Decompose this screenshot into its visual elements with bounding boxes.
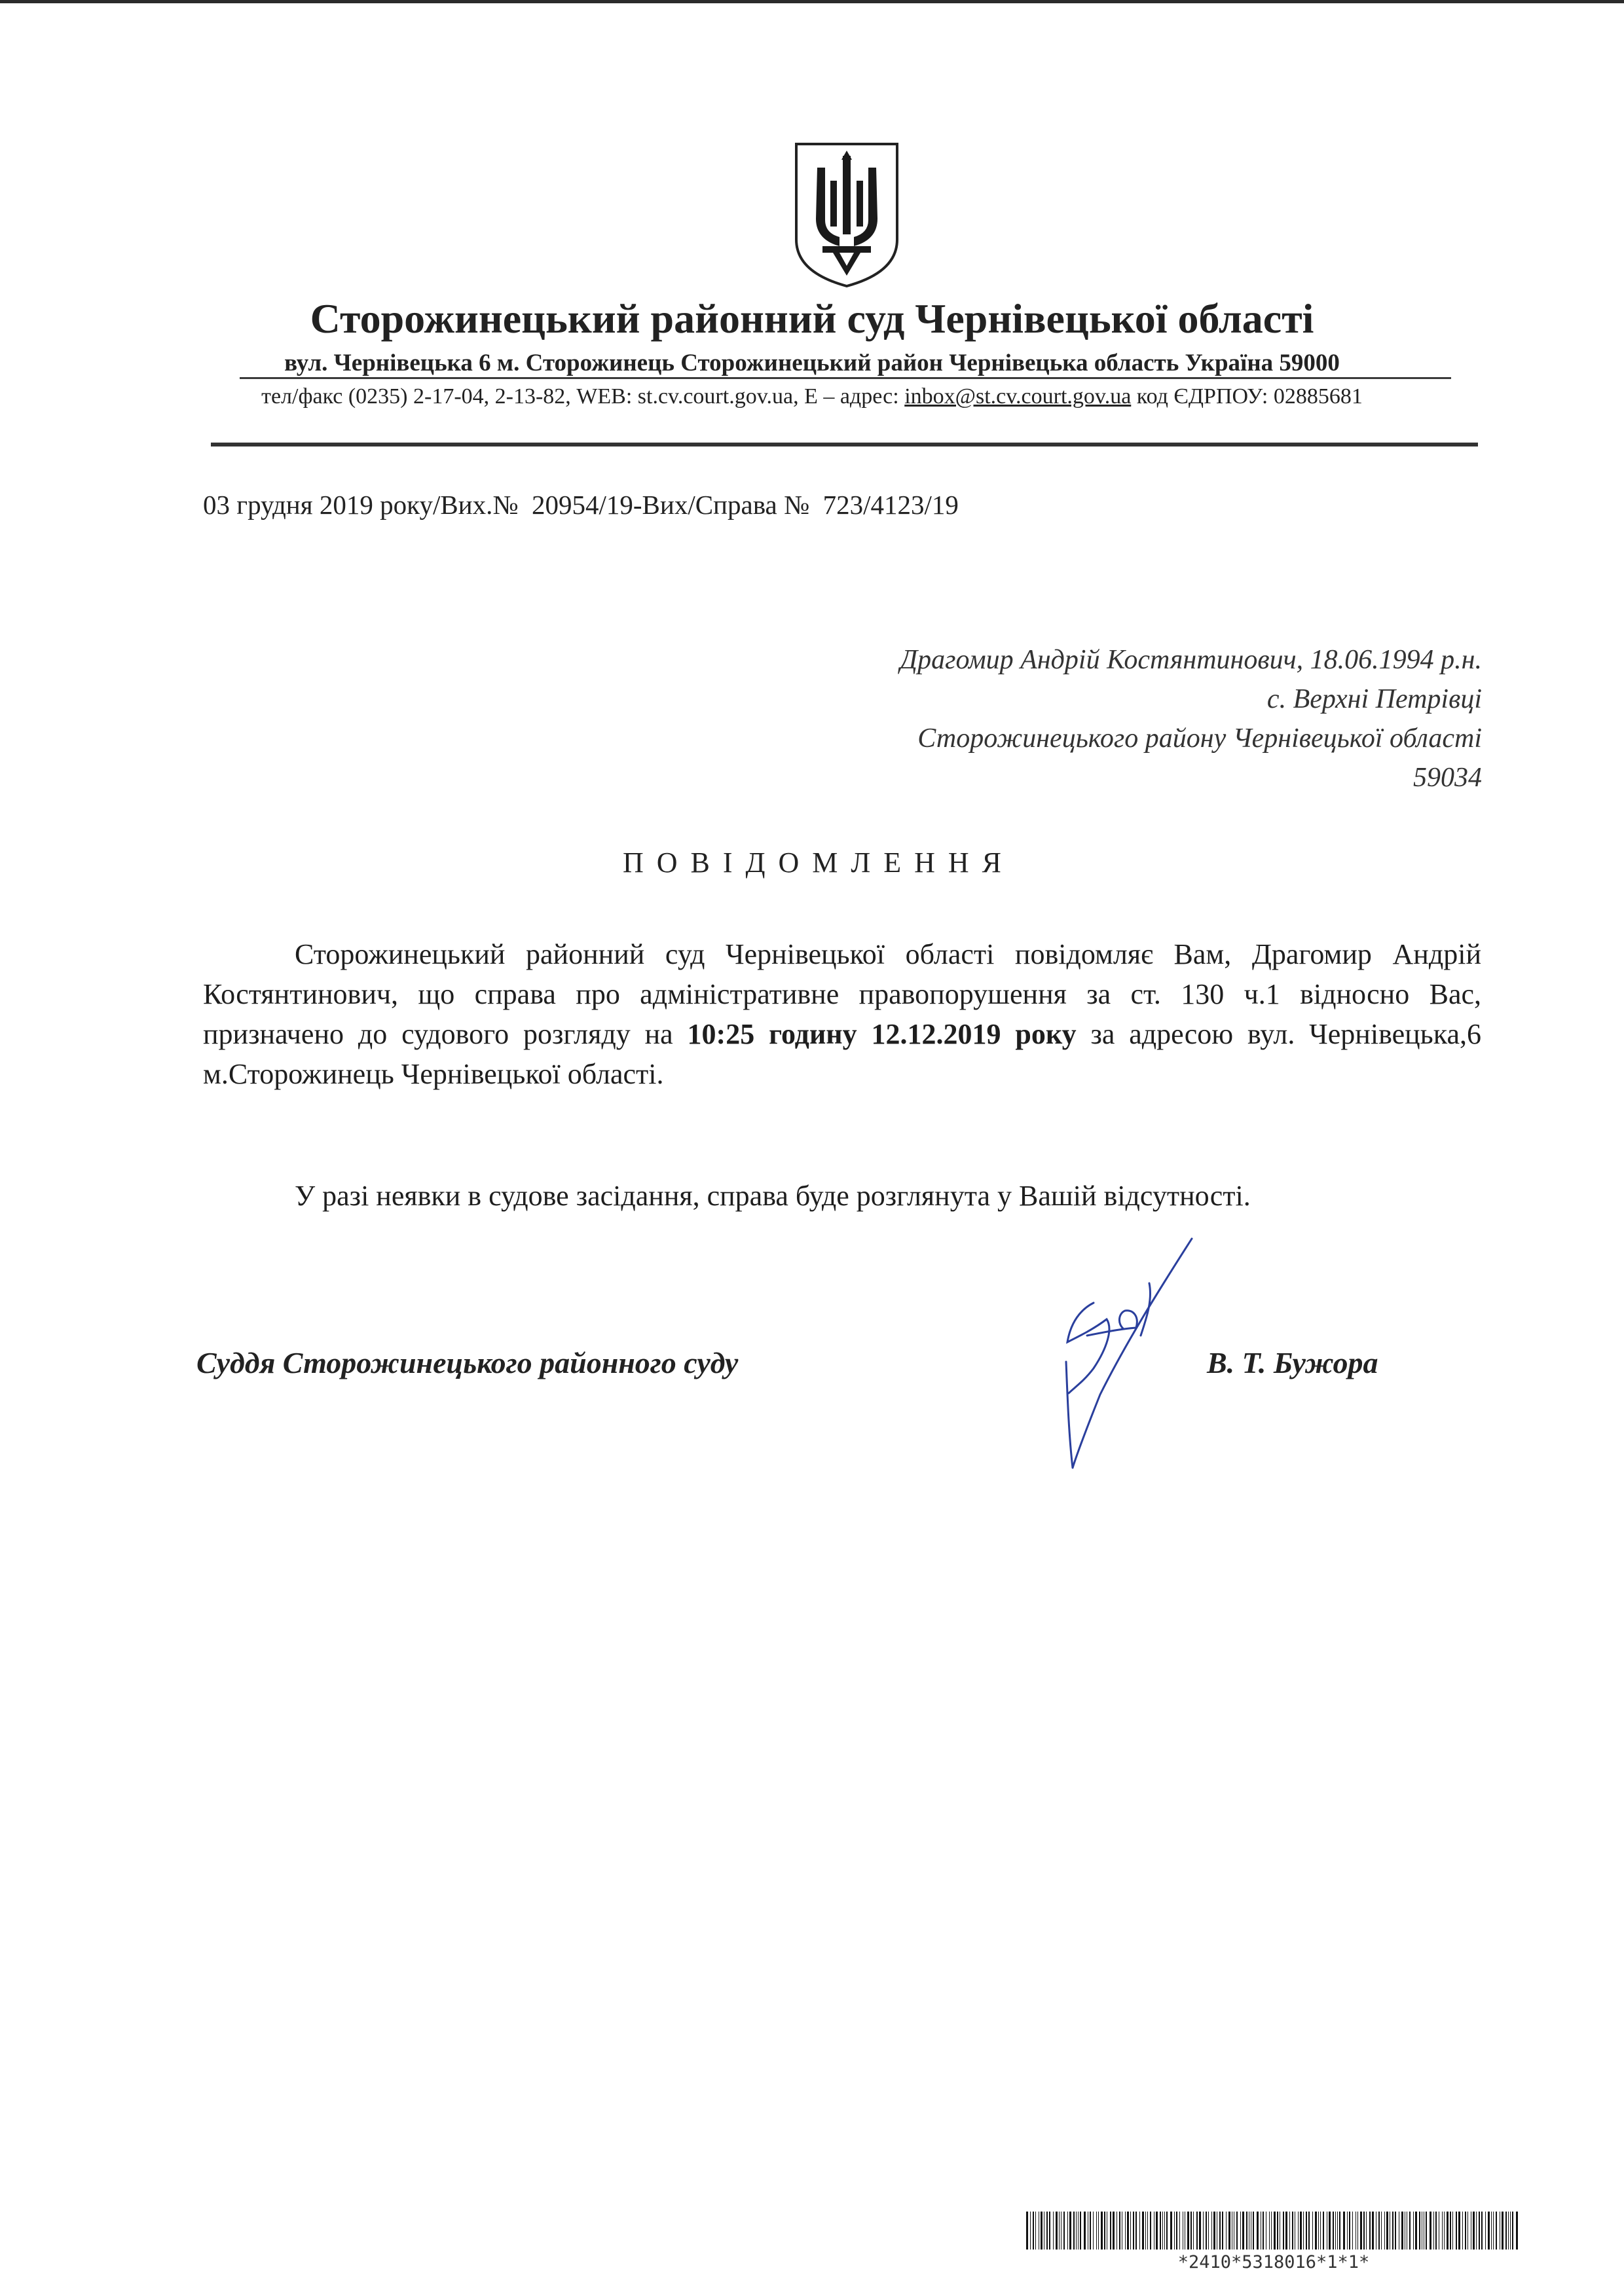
barcode-bar [1444,2212,1445,2250]
barcode-bar [1510,2212,1511,2250]
barcode-bar [1078,2212,1079,2250]
barcode-bar [1110,2212,1111,2250]
barcode-bar [1488,2212,1490,2250]
barcode-bar [1246,2212,1247,2250]
barcode-bar [1476,2212,1477,2250]
barcode-bar [1135,2212,1137,2250]
barcode-bar [1442,2212,1443,2250]
barcode-bar [1093,2212,1094,2250]
barcode-bar [1458,2212,1460,2250]
barcode-bar [1456,2212,1457,2250]
barcode-bar [1312,2212,1313,2250]
barcode-bar [1142,2212,1144,2250]
barcode-bar [1274,2212,1276,2250]
barcode-bar [1046,2212,1048,2250]
barcode-bar [1073,2212,1075,2250]
barcode-bar [1030,2212,1031,2250]
barcode-bar [1289,2212,1290,2250]
barcode-bar [1369,2212,1371,2250]
barcode-bar [1187,2212,1189,2250]
barcode-bar [1505,2212,1507,2250]
barcode-bar [1269,2212,1270,2250]
barcode-bar [1473,2212,1475,2250]
barcode-bar [1147,2212,1148,2250]
barcode-bar [1303,2212,1304,2250]
barcode-bar [1096,2212,1097,2250]
barcode-bar [1213,2212,1215,2250]
barcode-bar [1277,2212,1278,2250]
barcode-bar [1426,2212,1427,2250]
barcode-bar [1208,2212,1209,2250]
barcode-bar [1116,2212,1117,2250]
barcode-bar [1156,2212,1158,2250]
barcode-bar [1133,2212,1134,2250]
court-contacts [0,382,1624,411]
barcode-bar [1386,2212,1388,2250]
scan-edge [0,0,1624,3]
barcode-bar [1339,2212,1340,2250]
barcode-bar [1166,2212,1168,2250]
barcode-bar [1125,2212,1126,2250]
barcode-bar [1508,2212,1509,2250]
barcode-bar [1240,2212,1241,2250]
barcode-bar [1433,2212,1434,2250]
barcode-bar [1174,2212,1175,2250]
barcode-bar [1150,2212,1151,2250]
barcode-bar [1465,2212,1466,2250]
body-paragraph-2: У разі неявки в судове засідання, справа буде розглянута у Вашій відсутності. [295,1180,1251,1212]
barcode-bar [1127,2212,1129,2250]
barcode-bar [1067,2212,1068,2250]
barcode-bar [1203,2212,1204,2250]
barcode-bar [1502,2212,1504,2250]
barcode-bar [1323,2212,1324,2250]
barcode-bar [1329,2212,1331,2250]
barcode-bar [1179,2212,1180,2250]
barcode-bar [1450,2212,1451,2250]
barcode-bar [1076,2212,1077,2250]
coat-of-arms-trident-icon [794,141,900,289]
barcode-bar [1130,2212,1131,2250]
barcode-bar [1292,2212,1293,2250]
barcode-bar [1372,2212,1374,2250]
reference-line: 03 грудня 2019 року/Вих.№ 20954/19-Вих/Справа № 723/4123/19 [203,490,959,520]
barcode-bar [1160,2212,1161,2250]
barcode-bar [1170,2212,1172,2250]
barcode-bar [1479,2212,1480,2250]
barcode-bar [1226,2212,1227,2250]
barcode-bar [1285,2212,1287,2250]
p1-hearing-time: 10:25 годину 12.12.2019 року [687,1018,1077,1050]
barcode-bar [1090,2212,1091,2250]
barcode-bar [1056,2212,1058,2250]
barcode-bar [1491,2212,1492,2250]
p1-text-1: Сторожинецький районний суд Чернівецької області повідомляє Вам, Драгомир Андрій Костянтинович, що справа про адміністративне правопорушення за ст. 130 ч.1 відносно Вас, призначено до судового розгляду на [203,938,1481,1050]
barcode-bar [1363,2212,1365,2250]
barcode-bar [1308,2212,1310,2250]
header-divider [211,443,1478,446]
barcode-bar [1242,2212,1244,2250]
barcode-bar [1392,2212,1393,2250]
barcode-bar [1033,2212,1034,2250]
barcode-bar [1447,2212,1449,2250]
barcode-bar [1337,2212,1338,2250]
barcode-bar [1119,2212,1120,2250]
body-paragraph-1 [203,934,1481,1094]
barcode-bar [1063,2212,1065,2250]
barcode-bar [1113,2212,1115,2250]
barcode-bar [1026,2212,1028,2250]
barcode-bar [1298,2212,1299,2250]
barcode-bar [1228,2212,1230,2250]
barcode-bar [1219,2212,1221,2250]
barcode-bar [1206,2212,1207,2250]
barcode-bar [1257,2212,1259,2250]
barcode-bar [1395,2212,1396,2250]
barcode-bar [1409,2212,1411,2250]
barcode-bar [1190,2212,1192,2250]
barcode-bar [1430,2212,1431,2250]
barcode-bar [1069,2212,1071,2250]
barcode-bar [1283,2212,1284,2250]
barcode-bar [1481,2212,1483,2250]
barcode-bar [1467,2212,1468,2250]
barcode [1025,2212,1521,2250]
addressee-line-4: 59034 [1413,763,1482,793]
barcode-bar [1035,2212,1036,2250]
barcode-bar [1098,2212,1099,2250]
barcode-bar [1199,2212,1201,2250]
barcode-bar [1516,2212,1518,2250]
barcode-bar [1193,2212,1194,2250]
court-address: вул. Чернівецька 6 м. Сторожинець Сторожинецький район Чернівецька область Україна 59000 [284,350,1340,376]
barcode-bar [1101,2212,1103,2250]
barcode-bar [1263,2212,1264,2250]
barcode-bar [1352,2212,1353,2250]
addressee-line-2: с. Верхні Петрівці [1266,684,1482,714]
address-underline [240,377,1451,379]
barcode-bar [1360,2212,1362,2250]
barcode-bar [1139,2212,1140,2250]
barcode-bar [1320,2212,1321,2250]
barcode-bar [1080,2212,1081,2250]
barcode-bar [1176,2212,1177,2250]
barcode-bar [1343,2212,1345,2250]
barcode-bar [1236,2212,1238,2250]
barcode-bar [1349,2212,1350,2250]
barcode-bar [1333,2212,1334,2250]
p1-text-2: за адресою вул. Чернівецька,6 м.Сторожинець Чернівецької області. [203,1018,1481,1090]
barcode-bar [1347,2212,1348,2250]
contacts-suffix: код ЄДРПОУ: 02885681 [1131,384,1363,409]
barcode-bar [1053,2212,1054,2250]
barcode-bar [1318,2212,1319,2250]
barcode-bar [1401,2212,1403,2250]
barcode-bar [1222,2212,1223,2250]
barcode-bar [1485,2212,1486,2250]
contacts-email-link[interactable]: inbox@st.cv.court.gov.ua [904,384,1132,409]
barcode-bar [1196,2212,1198,2250]
document-title: ПОВІДОМЛЕННЯ [622,847,1015,879]
barcode-bar [1306,2212,1307,2250]
barcode-bar [1357,2212,1358,2250]
barcode-bar [1211,2212,1212,2250]
barcode-bar [1378,2212,1380,2250]
addressee-block [900,640,1482,797]
barcode-number: *2410*5318016*1*1* [1177,2252,1370,2272]
barcode-bar [1419,2212,1420,2250]
barcode-bar [1366,2212,1367,2250]
signer-name: В. Т. Бужора [1207,1346,1378,1379]
barcode-bar [1253,2212,1254,2250]
barcode-bar [1104,2212,1105,2250]
barcode-bar [1300,2212,1302,2250]
addressee-line-3: Сторожинецького району Чернівецької області [917,723,1482,754]
barcode-bar [1462,2212,1463,2250]
barcode-bar [1512,2212,1513,2250]
barcode-bar [1084,2212,1086,2250]
barcode-bar [1381,2212,1382,2250]
handwritten-signature [995,1237,1205,1473]
barcode-bar [1413,2212,1414,2250]
contacts-prefix: тел/факс (0235) 2-17-04, 2-13-82, WEB: st.cv.court.gov.ua, Е – адрес: [261,384,905,409]
barcode-bar [1271,2212,1272,2250]
barcode-bar [1496,2212,1497,2250]
barcode-bar [1452,2212,1453,2250]
barcode-bar [1493,2212,1494,2250]
barcode-bar [1335,2212,1336,2250]
barcode-bar [1415,2212,1417,2250]
barcode-bar [1315,2212,1317,2250]
barcode-bar [1435,2212,1437,2250]
court-name: Сторожинецький районний суд Чернівецької області [310,295,1314,342]
barcode-bar [1041,2212,1043,2250]
signer-title: Суддя Сторожинецького районного суду [196,1346,739,1379]
barcode-bar [1384,2212,1385,2250]
barcode-bar [1145,2212,1146,2250]
barcode-bar [1059,2212,1060,2250]
barcode-bar [1049,2212,1050,2250]
addressee-line-1: Драгомир Андрій Костянтинович, 18.06.1994 р.н. [900,645,1482,675]
barcode-bar [1162,2212,1163,2250]
barcode-bar [1164,2212,1165,2250]
